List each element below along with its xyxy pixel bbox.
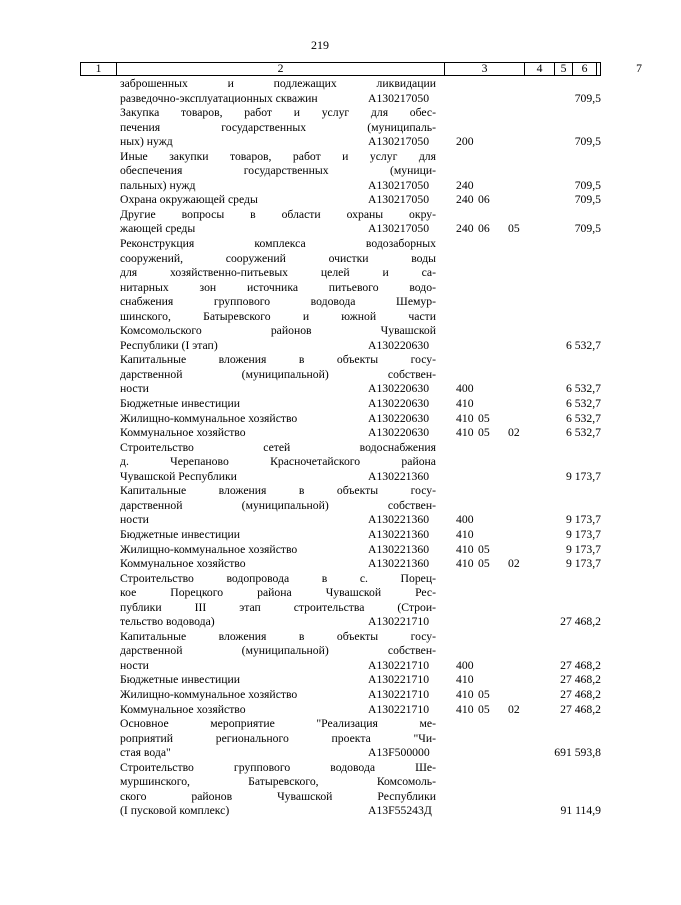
row-code: А130217050 (368, 222, 430, 236)
row-expense-type: 410 (456, 542, 474, 556)
row-name-line: ности (120, 382, 149, 396)
row-name-line: стая вода" (120, 746, 171, 760)
row-expense-type: 410 (456, 673, 474, 687)
table-row (80, 237, 601, 353)
row-code: А130217050 (368, 178, 430, 192)
row-name-line: публики III этап строительства (Строи- (120, 600, 436, 614)
row-name-line: Бюджетные инвестиции (120, 673, 240, 687)
row-section: 05 (478, 702, 490, 716)
row-expense-type: 410 (456, 426, 474, 440)
row-amount: 9 173,7 (565, 542, 601, 556)
row-name-line: д. Черепаново Красночетайского района (120, 455, 436, 469)
row-name-line: ности (120, 513, 149, 527)
row-expense-type: 400 (456, 513, 474, 527)
row-name-line: роприятий регионального проекта "Чи- (120, 731, 436, 745)
table-row (80, 557, 601, 572)
header-col-3: 3 (445, 63, 525, 75)
table-row (80, 106, 601, 150)
row-name-line: Иные закупки товаров, работ и услуг для (120, 149, 436, 163)
row-section: 05 (478, 542, 490, 556)
table-row (80, 353, 601, 397)
row-name-line: ных) нужд (120, 135, 173, 149)
row-amount: 6 532,7 (565, 397, 601, 411)
row-name-line: Республики (I этап) (120, 338, 218, 352)
row-amount: 6 532,7 (565, 426, 601, 440)
header-col-4: 4 (525, 63, 555, 75)
row-name-line: Жилищно-коммунальное хозяйство (120, 542, 298, 556)
row-code: А130220630 (368, 338, 430, 352)
row-expense-type: 410 (456, 527, 474, 541)
row-amount: 709,5 (574, 193, 601, 207)
row-code: А130220630 (368, 382, 430, 396)
table-row (80, 528, 601, 543)
row-name-line: Коммунальное хозяйство (120, 702, 246, 716)
table-row (80, 717, 601, 761)
row-code: А130217050 (368, 91, 430, 105)
row-subsection: 02 (508, 557, 520, 571)
table-row (80, 703, 601, 718)
row-expense-type: 410 (456, 411, 474, 425)
row-name-line: Капитальные вложения в объекты госу- (120, 629, 436, 643)
row-name-line: нитарных зон источника питьевого водо- (120, 280, 436, 294)
row-name-line: жающей среды (120, 222, 196, 236)
row-amount: 27 468,2 (560, 673, 601, 687)
table-row (80, 688, 601, 703)
row-name-line: Бюджетные инвестиции (120, 527, 240, 541)
row-amount: 709,5 (574, 135, 601, 149)
row-amount: 709,5 (574, 91, 601, 105)
row-section: 06 (478, 193, 490, 207)
row-code: А13F55243Д (368, 804, 432, 818)
row-name-line: шинского, Батыревского и южной части (120, 309, 436, 323)
row-name-line: кое Порецкого района Чувашской Рес- (120, 586, 436, 600)
row-name-line: ского районов Чувашской Республики (120, 789, 436, 803)
row-name-line: Чувашской Республики (120, 469, 237, 483)
row-amount: 6 532,7 (565, 411, 601, 425)
header-col-2: 2 (117, 63, 445, 75)
table-row (80, 426, 601, 441)
row-amount: 9 173,7 (565, 557, 601, 571)
row-name-line: пальных) нужд (120, 178, 196, 192)
row-expense-type: 400 (456, 658, 474, 672)
row-name-line: Основное мероприятие "Реализация ме- (120, 717, 436, 731)
table-header (80, 62, 642, 76)
header-col-1: 1 (81, 63, 117, 75)
row-expense-type: 240 (456, 222, 474, 236)
row-expense-type: 240 (456, 193, 474, 207)
row-section: 05 (478, 411, 490, 425)
row-amount: 691 593,8 (554, 746, 601, 760)
row-name-line: печения государственных (муниципаль- (120, 120, 436, 134)
header-col-5: 5 (555, 63, 573, 75)
row-name-line: муршинского, Батыревского, Комсомоль- (120, 775, 436, 789)
table-row (80, 208, 601, 237)
table-row (80, 412, 601, 427)
row-name-line: Охрана окружающей среды (120, 193, 258, 207)
row-name-line: ности (120, 658, 149, 672)
row-name-line: Капитальные вложения в объекты госу- (120, 484, 436, 498)
row-section: 06 (478, 222, 490, 236)
table-row (80, 761, 601, 819)
row-name-line: Закупка товаров, работ и услуг для обес- (120, 106, 436, 120)
row-name-line: Коммунальное хозяйство (120, 426, 246, 440)
row-name-line: Строительство водопровода в с. Порец- (120, 571, 436, 585)
row-name-line: тельство водовода) (120, 615, 215, 629)
row-amount: 27 468,2 (560, 687, 601, 701)
table-row (80, 572, 601, 630)
row-subsection: 05 (508, 222, 520, 236)
row-code: А130221360 (368, 469, 430, 483)
row-name-line: заброшенных и подлежащих ликвидации (120, 77, 436, 90)
row-code: А130221360 (368, 513, 430, 527)
row-code: А130221710 (368, 673, 430, 687)
row-name-line: (I пусковой комплекс) (120, 804, 230, 818)
row-amount: 9 173,7 (565, 527, 601, 541)
row-code: А130220630 (368, 397, 430, 411)
table-row (80, 673, 601, 688)
row-amount: 91 114,9 (560, 804, 601, 818)
row-code: А130221360 (368, 527, 430, 541)
table-row (80, 441, 601, 485)
row-expense-type: 200 (456, 135, 474, 149)
row-code: А130221360 (368, 542, 430, 556)
header-col-6: 6 (573, 63, 597, 75)
table-row (80, 484, 601, 528)
row-code: А13F500000 (368, 746, 430, 760)
row-amount: 27 468,2 (560, 702, 601, 716)
table-row (80, 150, 601, 194)
row-name-line: для хозяйственно-питьевых целей и са- (120, 266, 436, 280)
row-code: А130217050 (368, 193, 430, 207)
row-amount: 9 173,7 (565, 513, 601, 527)
row-name-line: Жилищно-коммунальное хозяйство (120, 411, 298, 425)
row-expense-type: 240 (456, 178, 474, 192)
row-section: 05 (478, 426, 490, 440)
row-name-line: Коммунальное хозяйство (120, 557, 246, 571)
row-name-line: Комсомольского районов Чувашской (120, 324, 436, 338)
row-amount: 709,5 (574, 222, 601, 236)
row-expense-type: 410 (456, 397, 474, 411)
row-name-line: Бюджетные инвестиции (120, 397, 240, 411)
header-col-7: 7 (636, 62, 642, 75)
row-code: А130221360 (368, 557, 430, 571)
row-name-line: Жилищно-коммунальное хозяйство (120, 687, 298, 701)
table-row (80, 543, 601, 558)
row-amount: 27 468,2 (560, 658, 601, 672)
row-expense-type: 400 (456, 382, 474, 396)
row-code: А130221710 (368, 702, 430, 716)
row-amount: 6 532,7 (565, 382, 601, 396)
row-name-line: дарственной (муниципальной) собствен- (120, 367, 436, 381)
table-row (80, 193, 601, 208)
row-code: А130217050 (368, 135, 430, 149)
budget-table (80, 77, 601, 819)
row-code: А130221710 (368, 658, 430, 672)
row-name-line: Капитальные вложения в объекты госу- (120, 353, 436, 367)
row-expense-type: 410 (456, 702, 474, 716)
row-subsection: 02 (508, 702, 520, 716)
page-number: 219 (311, 38, 329, 52)
row-name-line: обеспечения государственных (муници- (120, 164, 436, 178)
table-row (80, 630, 601, 674)
row-expense-type: 410 (456, 687, 474, 701)
row-name-line: Реконструкция комплекса водозаборных (120, 237, 436, 251)
table-row (80, 397, 601, 412)
row-name-line: сооружений, сооружений очистки воды (120, 251, 436, 265)
row-name-line: снабжения группового водовода Шемур- (120, 295, 436, 309)
row-name-line: Строительство группового водовода Ше- (120, 760, 436, 774)
row-code: А130220630 (368, 426, 430, 440)
row-section: 05 (478, 687, 490, 701)
row-amount: 6 532,7 (565, 338, 601, 352)
row-code: А130221710 (368, 687, 430, 701)
row-amount: 9 173,7 (565, 469, 601, 483)
row-section: 05 (478, 557, 490, 571)
row-amount: 709,5 (574, 178, 601, 192)
row-name-line: дарственной (муниципальной) собствен- (120, 644, 436, 658)
row-name-line: Другие вопросы в области охраны окру- (120, 207, 436, 221)
row-code: А130220630 (368, 411, 430, 425)
row-expense-type: 410 (456, 557, 474, 571)
row-amount: 27 468,2 (560, 615, 601, 629)
row-name-line: разведочно-эксплуатационных скважин (120, 91, 318, 105)
row-name-line: дарственной (муниципальной) собствен- (120, 498, 436, 512)
table-row (80, 77, 601, 106)
row-name-line: Строительство сетей водоснабжения (120, 440, 436, 454)
row-code: А130221710 (368, 615, 430, 629)
row-name (120, 237, 436, 353)
row-subsection: 02 (508, 426, 520, 440)
